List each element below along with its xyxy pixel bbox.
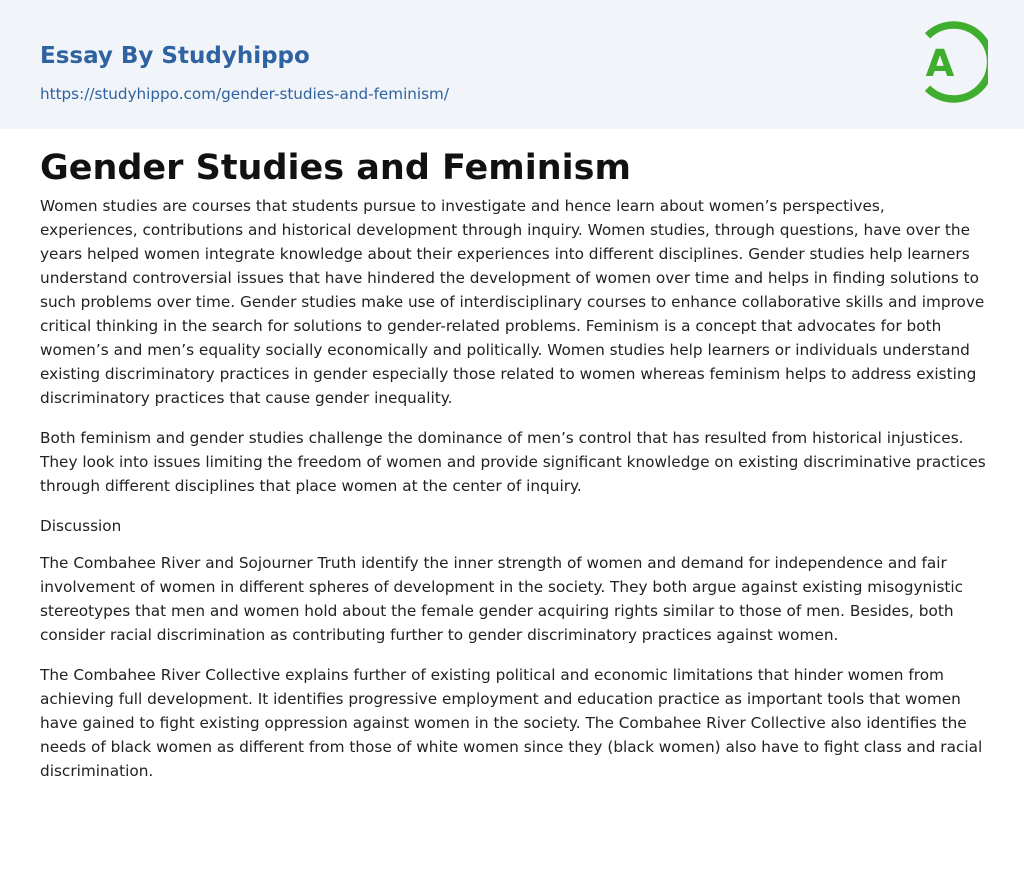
essay-paragraph: The Combahee River and Sojourner Truth identify the inner strength of women and demand for independence and fair involvement of women in different spheres of development in the society. They both argue against existing misogynistic stereotypes that men and women hold about the female gender acquiring rights similar to those of men. Besides, both consider racial discrimination as contributing further to gender discriminatory practices against women. (40, 554, 964, 644)
studyhippo-logo-icon[interactable] (910, 18, 988, 106)
site-brand: Essay By Studyhippo (40, 43, 310, 69)
logo-letter: A (925, 42, 955, 85)
essay-title: Gender Studies and Feminism (40, 148, 631, 188)
essay-url-link[interactable]: https://studyhippo.com/gender-studies-and-feminism/ (40, 85, 449, 103)
site-header (0, 0, 1024, 129)
essay-body (40, 194, 986, 799)
essay-paragraph: Both feminism and gender studies challenge the dominance of men’s control that has resulted from historical injustices. They look into issues limiting the freedom of women and provide significant knowledge on existing discriminative practices through different disciplines that place women at the center of inquiry. (40, 429, 986, 495)
essay-paragraph: Women studies are courses that students pursue to investigate and hence learn about women’s perspectives, experiences, contributions and historical development through inquiry. Women studies, through questions, have over the years helped women integrate knowledge about their experiences into different disciplines. Gender studies help learners understand controversial issues that have hindered the development of women over time and helps in finding solutions to such problems over time. Gender studies make use of interdisciplinary courses to enhance collaborative skills and improve critical thinking in the search for solutions to gender-related problems. Feminism is a concept that advocates for both women’s and men’s equality socially economically and politically. Women studies help learners or individuals understand existing discriminatory practices in gender especially those related to women whereas feminism helps to address existing discriminatory practices that cause gender inequality. (40, 197, 985, 407)
section-heading-discussion: Discussion (40, 517, 122, 535)
essay-paragraph: The Combahee River Collective explains further of existing political and economic limitations that hinder women from achieving full development. It identifies progressive employment and education practice as important tools that women have gained to fight existing oppression against women in the society. The Combahee River Collective also identifies the needs of black women as different from those of white women since they (black women) also have to fight class and racial discrimination. (40, 666, 983, 780)
